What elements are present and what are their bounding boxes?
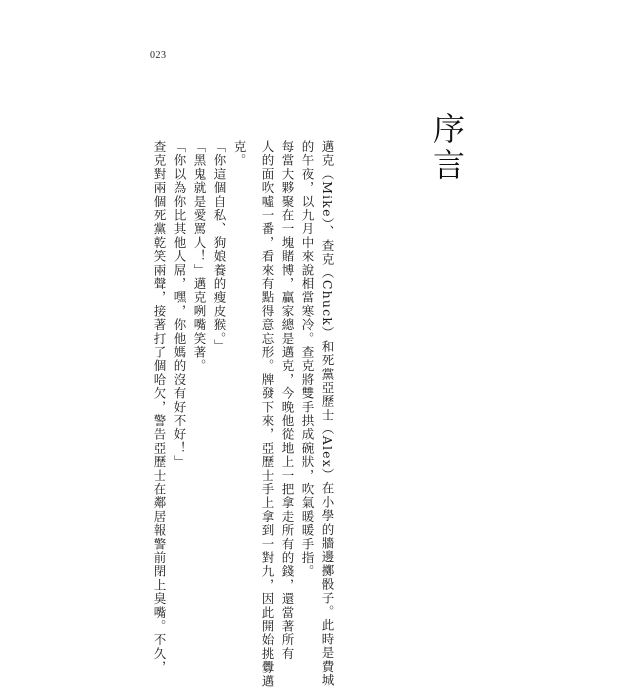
- dialogue-line-1: 「你這個自私、狗娘養的瘦皮猴。」: [212, 140, 227, 353]
- chapter-title: 序言: [428, 112, 466, 184]
- text-column-9: 查克對兩個死黨乾笑兩聲，接著打了個哈欠，警告亞歷士在鄰居報警前閉上臭嘴。不久，: [152, 140, 167, 675]
- text-column-3: 每當大夥聚在一塊賭博，贏家總是邁克，今晚他從地上一把拿走所有的錢，還當著所有: [280, 140, 295, 661]
- text-column-4: 人的面吹噓一番，看來有點得意忘形。牌發下來，亞歷士手上拿到一對九，因此開始挑釁邁: [260, 140, 275, 688]
- page-number: 023: [150, 50, 167, 61]
- dialogue-line-2: 「黑鬼就是愛罵人！」邁克咧嘴笑著。: [192, 140, 207, 373]
- dialogue-line-3: 「你以為你比其他人屌，嘿，你他媽的沒有好不好！」: [172, 140, 187, 469]
- text-column-5: 克。: [232, 140, 247, 168]
- text-column-1: 邁克（Mike）、查克（Chuck）和死黨亞歷士（Alex）在小學的牆邊擲骰子。此時是費城: [320, 140, 335, 688]
- text-column-2: 的午夜，以九月中來說相當寒冷。查克將雙手拱成碗狀，吹氣暖暖手指。: [300, 140, 315, 579]
